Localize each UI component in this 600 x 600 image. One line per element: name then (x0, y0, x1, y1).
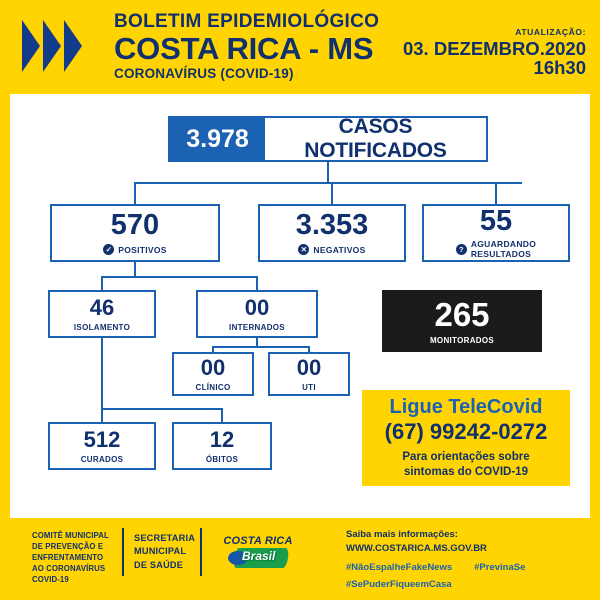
update-time: 16h30 (533, 57, 586, 79)
bulletin-kicker: BOLETIM EPIDEMIOLÓGICO (114, 10, 380, 32)
obitos-label: ÓBITOS (205, 454, 239, 464)
connector-line (212, 346, 310, 348)
connector-line (101, 338, 103, 408)
isolamento-value: 46 (89, 294, 115, 320)
connector-line (327, 162, 329, 182)
stat-card-internados (196, 290, 318, 338)
telecovid-card (362, 390, 570, 486)
update-label: ATUALIZAÇÃO: (515, 27, 586, 37)
telecovid-sub-line2: sintomas do COVID-19 (404, 465, 528, 478)
website-link[interactable]: WWW.COSTARICA.MS.GOV.BR (346, 542, 487, 554)
secretaria-line-3: DE SAÚDE (134, 559, 184, 570)
secretaria-line-2: MUNICIPAL (134, 546, 187, 557)
committee-text (32, 530, 109, 585)
hashtags (346, 561, 525, 593)
check-icon: ✓ (103, 244, 114, 255)
connector-line (256, 338, 258, 346)
city-logo (212, 534, 304, 572)
header (0, 0, 600, 92)
connector-line (101, 408, 103, 422)
page-title: COSTA RICA - MS (114, 30, 374, 66)
connector-line (495, 182, 497, 204)
stat-card-isolamento (48, 290, 156, 338)
negativos-label: NEGATIVOS (313, 244, 366, 255)
connector-line (101, 408, 223, 410)
stat-card-notificados (168, 116, 488, 162)
committee-line-2: DE PREVENÇÃO E (32, 542, 104, 552)
secretaria-text (134, 532, 195, 572)
stat-card-uti (268, 352, 350, 396)
update-date: 03. DEZEMBRO.2020 (402, 37, 586, 59)
connector-line (134, 182, 522, 184)
hashtag-1[interactable]: #NãoEspalheFakeNews (346, 561, 453, 573)
stat-card-aguardando (422, 204, 570, 262)
notificados-value: 3.978 (170, 118, 265, 160)
x-icon: ✕ (298, 244, 309, 255)
committee-line-1: COMITÊ MUNICIPAL (32, 531, 109, 540)
monitorados-value: 265 (434, 295, 490, 333)
positivos-value: 570 (110, 209, 160, 241)
connector-line (101, 276, 103, 290)
committee-line-3: ENFRENTAMENTO (32, 553, 104, 563)
uti-value: 00 (296, 354, 322, 380)
telecovid-phone[interactable]: (67) 99242-0272 (384, 419, 548, 445)
bulletin-subtitle: CORONAVÍRUS (COVID-19) (114, 65, 294, 81)
clinico-label: CLÍNICO (195, 382, 231, 392)
divider (200, 528, 202, 576)
update-info (403, 28, 586, 78)
connector-line (134, 262, 136, 276)
divider (122, 528, 124, 576)
curados-label: CURADOS (80, 454, 124, 464)
aguardando-value: 55 (479, 204, 513, 237)
clinico-value: 00 (200, 354, 226, 380)
hashtag-2[interactable]: #PrevinaSe (474, 561, 526, 573)
stat-card-obitos (172, 422, 272, 470)
connector-line (331, 182, 333, 204)
connector-line (256, 276, 258, 290)
committee-line-5: COVID-19 (32, 575, 69, 585)
obitos-value: 12 (209, 426, 235, 452)
aguardando-label-line2: RESULTADOS (470, 248, 532, 259)
stat-card-monitorados (382, 290, 542, 352)
stats-panel (10, 94, 590, 518)
notificados-label: CASOS NOTIFICADOS (304, 115, 447, 162)
positivos-label: POSITIVOS (118, 244, 167, 255)
stat-card-negativos (258, 204, 406, 262)
more-info-label: Saiba mais informações: (346, 529, 458, 540)
stat-card-clinico (172, 352, 254, 396)
uti-label: UTI (302, 382, 316, 392)
hashtag-3[interactable]: #SePuderFiqueemCasa (346, 579, 452, 591)
question-icon: ? (456, 244, 467, 255)
telecovid-title: Ligue TeleCovid (389, 396, 543, 419)
connector-line (134, 182, 136, 204)
curados-value: 512 (83, 426, 121, 452)
aguardando-label-line1: AGUARDANDO (470, 238, 537, 249)
internados-label: INTERNADOS (229, 322, 285, 332)
isolamento-label: ISOLAMENTO (73, 322, 131, 332)
secretaria-line-1: SECRETARIA (134, 533, 196, 543)
telecovid-sub-line1: Para orientações sobre (402, 451, 530, 464)
stat-card-curados (48, 422, 156, 470)
header-titles (114, 12, 379, 81)
connector-line (101, 276, 258, 278)
monitorados-label: MONITORADOS (429, 335, 495, 345)
chevron-logo-icon (22, 15, 104, 77)
connector-line (221, 408, 223, 422)
city-logo-text: COSTA RICA (223, 535, 293, 547)
negativos-value: 3.353 (295, 209, 369, 241)
committee-line-4: AO CORONAVÍRUS (32, 564, 106, 574)
city-logo-brasil: Brasil (242, 549, 276, 563)
footer-info (346, 528, 525, 592)
stat-card-positivos (50, 204, 220, 262)
footer (0, 520, 600, 600)
internados-value: 00 (244, 294, 270, 320)
